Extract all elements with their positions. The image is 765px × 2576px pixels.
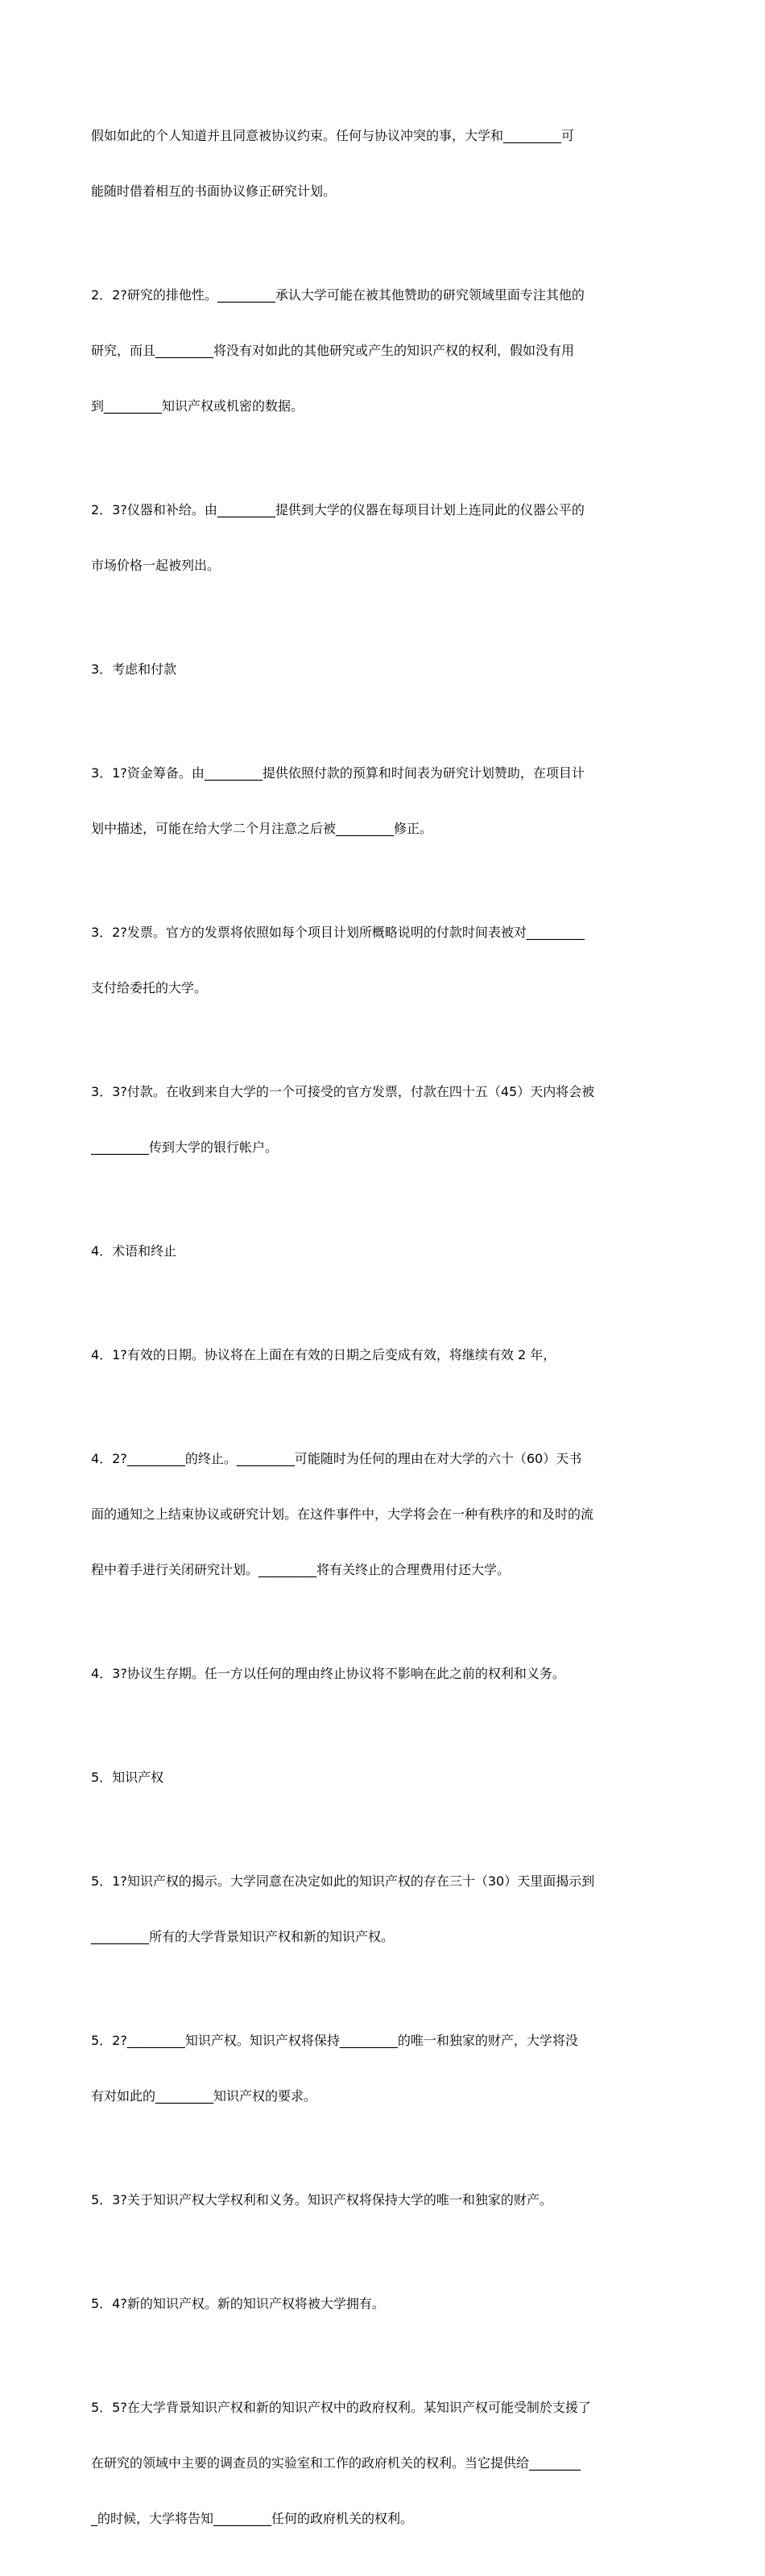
- text-line: 3．2?发票。官方的发票将依照如每个项目计划所概略说明的付款时间表被对_________: [91, 925, 585, 940]
- text-line: 有对如此的_________知识产权的要求。: [91, 2088, 317, 2104]
- text-line: 支付给委托的大学。: [91, 980, 208, 995]
- paragraph-2-3: [91, 464, 679, 612]
- paragraph-5-5: [91, 2361, 679, 2565]
- text-line: 2．2?研究的排他性。_________承认大学可能在被其他赞助的研究领域里面专注其他的: [91, 287, 585, 303]
- paragraph-3-1: [91, 727, 679, 875]
- text-line: 4．1?有效的日期。协议将在上面在有效的日期之后变成有效，将继续有效 2 年，: [91, 1347, 556, 1362]
- paragraph-4-1: [91, 1309, 679, 1401]
- text-line: 在研究的领域中主要的调查员的实验室和工作的政府机关的权利。当它提供给________: [91, 2455, 581, 2471]
- text-line: 5．3?关于知识产权大学权利和义务。知识产权将保持大学的唯一和独家的财产。: [91, 2192, 552, 2207]
- paragraph-5-4: [91, 2257, 679, 2350]
- text-line: 面的通知之上结束协议或研究计划。在这件事件中，大学将会在一种有秩序的和及时的流: [91, 1506, 594, 1522]
- text-line: 到_________知识产权或机密的数据。: [91, 398, 304, 414]
- paragraph-5-2: [91, 1994, 679, 2142]
- paragraph-3-3: [91, 1045, 679, 1193]
- text-line: 5．知识产权: [91, 1770, 164, 1785]
- text-line: 假如如此的个人知道并且同意被协议约束。任何与协议冲突的事，大学和_________可: [91, 128, 575, 143]
- paragraph-2-2: [91, 249, 679, 452]
- text-line: _的时候，大学将告知_________任何的政府机关的权利。: [91, 2511, 414, 2526]
- text-line: 程中着手进行关闭研究计划。_________将有关终止的合理费用付还大学。: [91, 1562, 511, 1577]
- section-heading-4: [91, 1205, 679, 1297]
- paragraph-1-1: [91, 89, 679, 237]
- paragraph-3-2: [91, 886, 679, 1034]
- text-line: 3．考虑和付款: [91, 662, 177, 677]
- text-line: 5．1?知识产权的揭示。大学同意在决定如此的知识产权的存在三十（30）天里面揭示到: [91, 1873, 595, 1889]
- text-line: 3．1?资金筹备。由_________提供依照付款的预算和时间表为研究计划赞助，在项目计: [91, 765, 585, 781]
- paragraph-5-3: [91, 2154, 679, 2246]
- text-line: 5．5?在大学背景知识产权和新的知识产权中的政府权利。某知识产权可能受制於支援了: [91, 2400, 591, 2415]
- text-line: 研究，而且_________将没有对如此的其他研究或产生的知识产权的权利，假如没有用: [91, 343, 575, 358]
- text-line: 3．3?付款。在收到来自大学的一个可接受的官方发票，付款在四十五（45）天内将会被: [91, 1084, 595, 1099]
- paragraph-4-3: [91, 1627, 679, 1720]
- text-line: 5．4?新的知识产权。新的知识产权将被大学拥有。: [91, 2296, 385, 2311]
- paragraph-5-1: [91, 1835, 679, 1983]
- text-line: 能随时借着相互的书面协议修正研究计划。: [91, 183, 337, 199]
- text-line: 4．术语和终止: [91, 1243, 177, 1259]
- text-line: 2．3?仪器和补给。由_________提供到大学的仪器在每项目计划上连同此的仪器公平的: [91, 502, 585, 517]
- paragraph-4-2: [91, 1412, 679, 1616]
- text-line: 4．3?协议生存期。任一方以任何的理由终止协议将不影响在此之前的权利和义务。: [91, 1666, 565, 1681]
- section-heading-5: [91, 1731, 679, 1824]
- text-line: 划中描述，可能在给大学二个月注意之后被_________修正。: [91, 821, 433, 836]
- text-line: 4．2?_________的终止。_________可能随时为任何的理由在对大学的六十（60）天书: [91, 1451, 582, 1466]
- text-line: 5．2?_________知识产权。知识产权将保持_________的唯一和独家的财产，大学将没: [91, 2033, 578, 2048]
- document-page: [91, 89, 679, 2576]
- text-line: 市场价格一起被列出。: [91, 558, 221, 573]
- text-line: _________所有的大学背景知识产权和新的知识产权。: [91, 1929, 395, 1944]
- text-line: _________传到大学的银行帐户。: [91, 1140, 279, 1155]
- section-heading-3: [91, 623, 679, 715]
